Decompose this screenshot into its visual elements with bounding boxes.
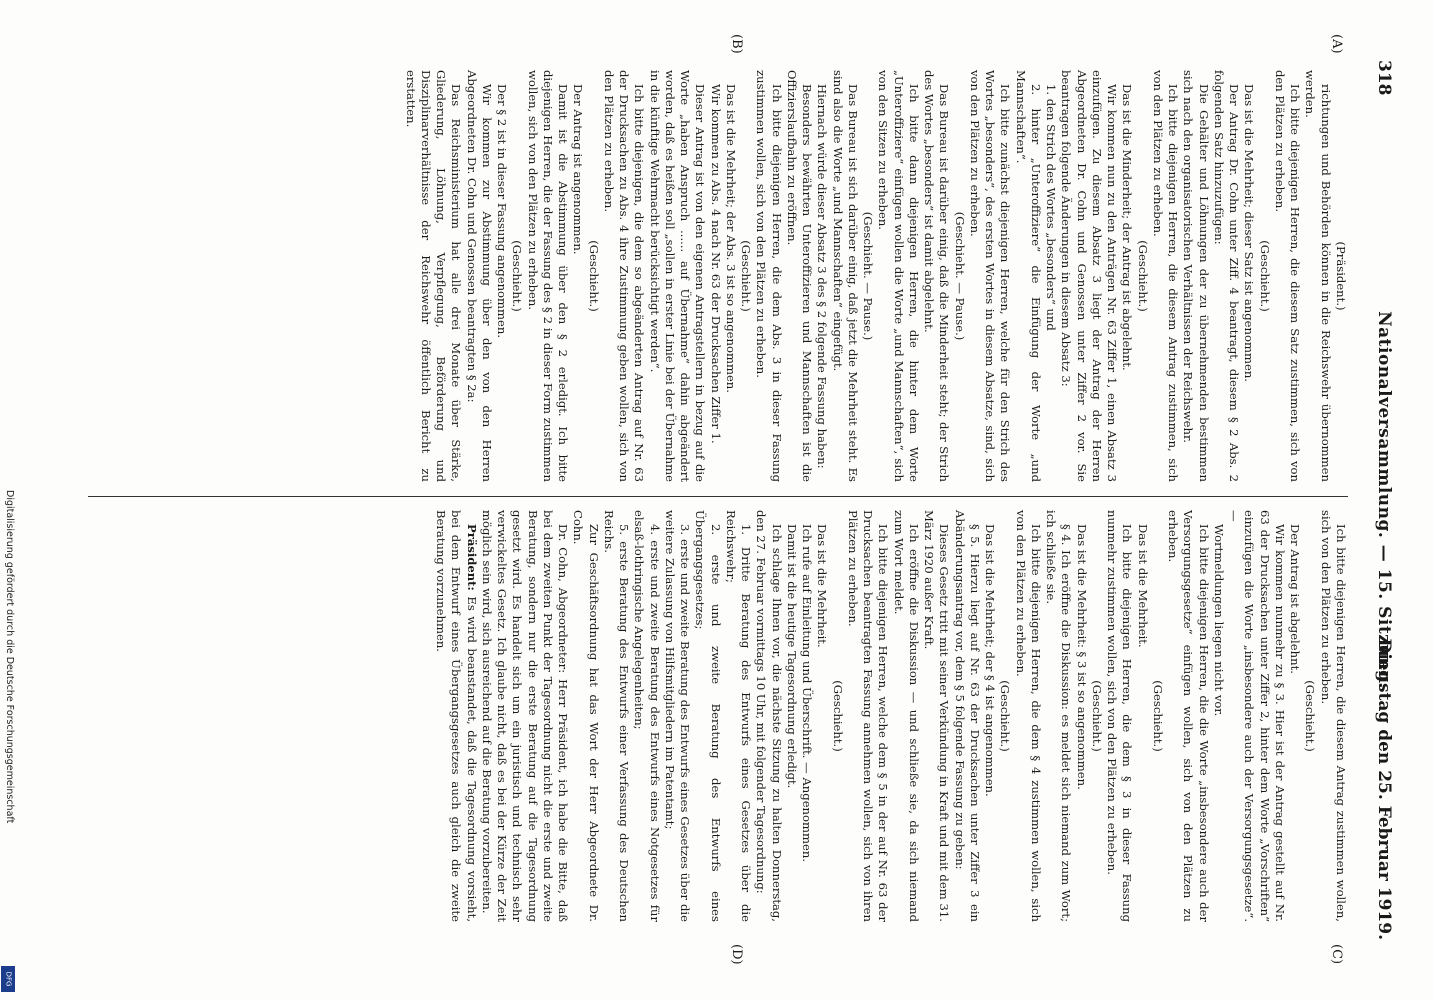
paragraph: Das ist die Mehrheit; der Abs. 3 ist so angenommen. bbox=[724, 84, 738, 393]
paragraph: Das Reichsministerium hat alle drei Monate über Stärke, Gliederung, Löhnung, Verpflegung, Beförderung und Disziplinarverhältnisse der Reichswehr öffentlich Bericht zu erstatten. bbox=[403, 70, 464, 482]
column-divider bbox=[88, 496, 1348, 497]
paragraph: Dr. Cohn, Abgeordneter: Herr Präsident, ich habe die Bitte, daß bei dem zweiten Punkt der Tagesordnung nicht die erste und zweite Beratung, sondern nur die erste Beratung auf die Tagesordnung gesetzt wird. Es handelt sich um ein juristisch und technisch sehr verwickeltes Gesetz. Ich glaube nicht, daß es bei der Kürze der Zeit möglich sein wird, sich ausreichend auf die Beratung vorzubereiten. bbox=[480, 510, 571, 922]
page-header bbox=[1368, 60, 1394, 940]
dfg-logo-text: DFG bbox=[4, 971, 12, 987]
paragraph: Das ist die Minderheit; der Antrag ist abgelehnt. bbox=[1120, 84, 1135, 371]
dfg-logo bbox=[1, 966, 15, 992]
paragraph: Ich bitte diejenigen Herren, die die Worte „insbesondere auch der Versorgungsgesetze“ einfügen wollen, sich von den Plätzen zu erheben. bbox=[1166, 510, 1211, 922]
paragraph: Ich bitte diejenigen Herren, die diesem Antrag zustimmen wollen, sich von den Plätzen zu erheben. bbox=[1318, 510, 1348, 922]
paragraph: Ich bitte dann diejenigen Herren, die hinter dem Worte „Unteroffiziere“ einfügen wollen die Worte „und Mannschaften“, sich von den Sitzen zu erheben. bbox=[876, 70, 921, 482]
procedural-note: (Geschieht.) bbox=[1135, 240, 1150, 312]
paragraph: Wir kommen zu Abs. 4 nach Nr. 63 der Drucksachen Ziffer 1. bbox=[708, 84, 723, 444]
paragraph: 1. Dritte Beratung des Entwurfs eines Gesetzes über die Reichswehr; bbox=[724, 510, 754, 922]
paragraph: Ich bitte diejenigen Herren, die dem Abs. 3 in dieser Fassung zustimmen wollen, sich von den Plätzen zu erheben. bbox=[754, 70, 784, 482]
procedural-note: (Geschieht.) bbox=[1090, 680, 1104, 752]
procedural-note: (Geschieht.) bbox=[739, 240, 754, 312]
margin-mark-b: (B) bbox=[729, 34, 744, 54]
paragraph: Wortmeldungen liegen nicht vor. bbox=[1212, 524, 1226, 717]
paragraph: Das ist die Mehrheit; der § 4 ist angenommen. bbox=[983, 524, 998, 797]
page-number: 318 bbox=[1374, 60, 1394, 96]
paragraph: 5. erste Beratung des Entwurfs einer Verfassung des Deutschen Reichs. bbox=[602, 510, 632, 922]
paragraph: Zur Geschäftsordnung hat das Wort der Herr Abgeordnete Dr. Cohn. bbox=[571, 510, 601, 922]
paragraph: Das Bureau ist darüber einig, daß die Minderheit steht; der Strich des Wortes „besonders“ ist damit abgelehnt. bbox=[922, 70, 952, 482]
paragraph: Der Antrag Dr. Cohn unter Ziff. 4 beantragt, diesem § 2 Abs. 2 folgenden Satz hinzuzufügen: bbox=[1212, 70, 1242, 482]
paragraph: Damit ist die heutige Tagesordnung erledigt. bbox=[785, 524, 799, 789]
paragraph: richtungen und Behörden können in die Reichswehr übernommen werden. bbox=[1303, 70, 1333, 482]
paragraph: Das ist die Mehrheit. bbox=[1135, 524, 1150, 648]
paragraph: Hiernach würde dieser Absatz 3 des § 2 folgende Fassung haben: bbox=[815, 84, 830, 469]
paragraph: Besonders bewährten Unteroffizieren und Mannschaften ist die Offizierslaufbahn zu eröffnen. bbox=[785, 70, 815, 482]
paragraph: Die Gehälter und Löhnungen der zu übernehmenden bestimmen sich nach den organisatorischen Verhältnissen der Reichswehr. bbox=[1181, 70, 1211, 482]
session-date: Dienstag den 25. Februar 1919. bbox=[1374, 638, 1394, 940]
procedural-note: (Geschieht.) bbox=[586, 240, 601, 312]
session-title: Nationalversammlung. — 15. Sitzung. bbox=[1374, 311, 1394, 689]
paragraph: Ich bitte zunächst diejenigen Herren, welche für den Strich des Wortes „besonders“, des ersten Wortes in diesem Absatze, sind, sich von den Plätzen zu erheben. bbox=[968, 70, 1013, 482]
paragraph: Damit ist die Abstimmung über den § 2 erledigt. Ich bitte diejenigen Herren, die der Fassung des § 2 in dieser Form zustimmen wollen, sich von den Plätzen zu erheben. bbox=[525, 70, 571, 482]
paragraph: Ich rufe auf Einleitung und Überschrift. — Angenommen. bbox=[800, 524, 815, 863]
paragraph: § 5. Hierzu liegt auf Nr. 63 der Drucksachen unter Ziffer 3 ein Abänderungsantrag vor, dem § 5 folgende Fassung zu geben: bbox=[952, 510, 982, 922]
paragraph: Dieses Gesetz tritt mit seiner Verkündung in Kraft und mit dem 31. März 1920 außer Kraft. bbox=[922, 510, 952, 922]
paragraph: Ich bitte diejenigen Herren, die diesem Satz zustimmen, sich von den Plätzen zu erheben. bbox=[1273, 70, 1303, 482]
paragraph: Wir kommen zur Abstimmung über den von den Herren Abgeordneten Dr. Cohn und Genossen beantragten § 2a: bbox=[464, 70, 494, 482]
margin-mark-d: (D) bbox=[729, 944, 744, 965]
paragraph: § 4. Ich eröffne die Diskussion: es meldet sich niemand zum Wort; ich schließe sie. bbox=[1044, 510, 1074, 922]
procedural-note: (Geschieht.) bbox=[830, 680, 845, 752]
paragraph: 4. erste und zweite Beratung des Entwurfs eines Notgesetzes für elsaß-lothringische Angelegenheiten; bbox=[632, 510, 662, 922]
digitization-credit bbox=[2, 490, 16, 990]
paragraph: Der § 2 ist in dieser Fassung angenommen. bbox=[495, 84, 510, 339]
procedural-note: (Geschieht.) bbox=[1257, 240, 1272, 312]
paragraph: Das ist die Mehrheit; dieser Satz ist angenommen. bbox=[1242, 84, 1257, 382]
paragraph: Ich bitte diejenigen Herren, die diesem Antrag zustimmen, sich von den Plätzen zu erheben. bbox=[1151, 70, 1181, 482]
procedural-note: (Geschieht.) bbox=[998, 680, 1013, 752]
procedural-note: (Geschieht. — Pause.) bbox=[861, 211, 876, 341]
procedural-note: (Geschieht.) bbox=[510, 240, 525, 312]
paragraph: Wir kommen nun zu den Anträgen Nr. 63 Ziffer 1, einen Absatz 3 einzufügen. Zu diesem Absatz 3 liegt der Antrag der Herren Abgeordneten Dr. Cohn und Genossen unter Ziffer 2 vor. Sie beantragen folgende Änderungen in diesem Absatz 3: bbox=[1059, 70, 1120, 482]
paragraph: 2. erste und zweite Beratung des Entwurfs eines Übergangsgesetzes; bbox=[693, 510, 723, 922]
procedural-note: (Geschieht.) bbox=[1151, 680, 1165, 752]
paragraph: Dieser Antrag ist von den eigenen Antragstellern in bezug auf die Worte „haben Anspruch ...... auf Übernahme“ dahin abgeändert worden, daß es heißen soll „sollen in erster Linie bei der Übernahme in die künftige Wehrmacht berücksichtigt werden“. bbox=[647, 70, 708, 482]
paragraph: Ich bitte diejenigen Herren, die dem § 3 in dieser Fassung nunmehr zustimmen wollen, sich von den Plätzen zu erheben. bbox=[1105, 510, 1135, 922]
paragraph: Ich bitte diejenigen Herren, welche dem § 5 in der auf Nr. 63 der Drucksachen beantragten Fassung annehmen wollen, sich von ihren Plätzen zu erheben. bbox=[846, 510, 891, 922]
paragraph: Das ist die Mehrheit. bbox=[815, 524, 830, 648]
paragraph: Wir kommen nunmehr zu § 3. Hier ist der Antrag gestellt auf Nr. 63 der Drucksachen unter Ziffer 2, hinter dem Worte „Vorschriften“ einzufügen die Worte „insbesondere auch der Versorgungsgesetze“. — bbox=[1227, 510, 1287, 922]
paragraph: Das ist die Mehrheit: § 3 ist so angenommen. bbox=[1074, 524, 1089, 790]
procedural-note: (Präsident.) bbox=[1334, 241, 1348, 311]
paragraph: Ich eröffne die Diskussion — und schließe sie, da sich niemand zum Wort meldet. bbox=[891, 510, 921, 922]
paragraph: Das Bureau ist sich darüber einig, daß jetzt die Mehrheit steht. Es sind also die Worte „und Mannschaften“ eingefügt. bbox=[830, 70, 860, 482]
procedural-note: (Geschieht. — Pause.) bbox=[952, 211, 967, 341]
digitization-credit-text: Digitalisierung gefördert durch die Deutsche Forschungsgemeinschaft bbox=[4, 490, 15, 824]
paragraph: Der Antrag ist angenommen. bbox=[571, 84, 586, 255]
paragraph: Der Antrag ist abgelehnt. bbox=[1288, 524, 1303, 674]
paragraph: Ich bitte diejenigen Herren, die dem § 4 zustimmen wollen, sich von den Plätzen zu erheben. bbox=[1013, 510, 1043, 922]
procedural-note: (Geschieht.) bbox=[1303, 680, 1318, 752]
paragraph: Ich schlage Ihnen vor, die nächste Sitzung zu halten Donnerstag, den 27. Februar vormittags 10 Uhr, mit folgender Tagesordnung: bbox=[754, 510, 784, 922]
paragraph: Präsident: Es wird beanstandet, daß die Tagesordnung vorsieht, bei dem Entwurf eines Übergangsgesetzes auch gleich die zweite Beratung vorzunehmen. bbox=[434, 510, 479, 922]
paragraph: 1. den Strich des Wortes „besonders“ und bbox=[1044, 84, 1059, 331]
speaker-name: Präsident: bbox=[464, 524, 479, 591]
paragraph: 2. hinter „Unteroffiziere“ die Einfügung der Worte „und Mannschaften“. bbox=[1013, 70, 1043, 482]
right-column bbox=[433, 510, 1348, 922]
paragraph: Ich bitte diejenigen, die dem so abgeänderten Antrag auf Nr. 63 der Drucksachen zu Abs. 4 ihre Zustimmung geben wollen, sich von den Plätzen zu erheben. bbox=[602, 70, 647, 482]
margin-mark-c: (C) bbox=[1329, 944, 1344, 965]
left-column bbox=[403, 70, 1349, 482]
margin-mark-a: (A) bbox=[1329, 34, 1344, 54]
paragraph: 3. erste und zweite Beratung des Entwurfs eines Gesetzes über die weitere Zulassung von Hilfsmitgliedern im Patentamt; bbox=[663, 510, 693, 922]
